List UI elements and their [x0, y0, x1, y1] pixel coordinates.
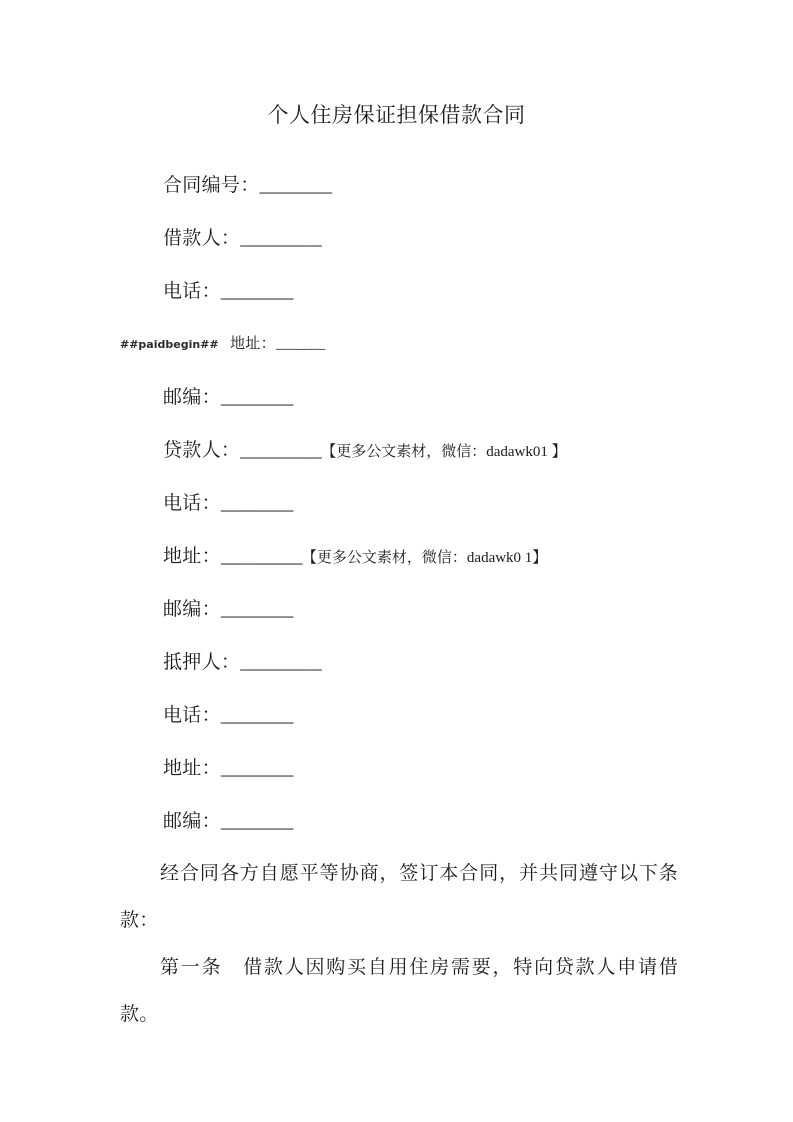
contract-body [120, 850, 678, 1038]
field-blank-borrower-address[interactable]: _______ [275, 336, 325, 352]
field-row-mortgagor-address [0, 742, 793, 795]
field-label-borrower-postcode: 邮编： [163, 387, 221, 408]
paid-begin-marker: ##paidbegin## [120, 338, 219, 351]
field-blank-mortgagor-phone[interactable]: ________ [220, 705, 293, 726]
paragraph-preamble: 经合同各方自愿平等协商，签订本合同，并共同遵守以下条款： [120, 863, 678, 931]
field-label-borrower-name: 借款人： [163, 228, 241, 249]
promo-note-address: 【更多公文素材，微信：dadawk0 1】 [301, 550, 548, 566]
field-row-borrower-name [0, 212, 793, 265]
field-label-borrower-address: 地址： [230, 336, 276, 352]
field-row-borrower-address [0, 318, 793, 371]
field-blank-borrower-phone[interactable]: ________ [220, 281, 293, 302]
field-row-contract-number [0, 159, 793, 212]
field-label-mortgagor-phone: 电话： [163, 705, 221, 726]
field-label-borrower-phone: 电话： [163, 281, 221, 302]
promo-note-lender: 【更多公文素材，微信：dadawk01 】 [321, 444, 567, 460]
field-blank-mortgagor-address[interactable]: ________ [220, 758, 293, 779]
field-blank-borrower-name[interactable]: _________ [240, 228, 322, 249]
field-row-borrower-postcode [0, 371, 793, 424]
field-label-lender-name: 贷款人： [163, 440, 241, 461]
field-blank-contract-number[interactable]: ________ [259, 175, 332, 196]
field-label-lender-postcode: 邮编： [163, 599, 221, 620]
field-row-mortgagor-postcode [0, 795, 793, 848]
field-label-lender-address: 地址： [163, 546, 221, 567]
field-label-contract-number: 合同编号： [163, 175, 260, 196]
field-row-borrower-phone [0, 265, 793, 318]
field-label-mortgagor-address: 地址： [163, 758, 221, 779]
field-blank-lender-name[interactable]: _________ [240, 440, 322, 461]
field-blank-lender-address[interactable]: _________ [220, 546, 302, 567]
field-row-mortgagor-name [0, 636, 793, 689]
field-blank-borrower-postcode[interactable]: ________ [220, 387, 293, 408]
field-row-lender-postcode [0, 583, 793, 636]
page-title: 个人住房保证担保借款合同 [267, 103, 526, 127]
field-row-mortgagor-phone [0, 689, 793, 742]
field-label-mortgagor-postcode: 邮编： [163, 811, 221, 832]
field-label-mortgagor-name: 抵押人： [163, 652, 241, 673]
field-blank-lender-postcode[interactable]: ________ [220, 599, 293, 620]
field-label-lender-phone: 电话： [163, 493, 221, 514]
field-row-lender-address [0, 530, 793, 583]
paragraph-article-one: 第一条 借款人因购买自用住房需要，特向贷款人申请借款。 [120, 957, 678, 1025]
field-blank-lender-phone[interactable]: ________ [220, 493, 293, 514]
field-blank-mortgagor-postcode[interactable]: ________ [220, 811, 293, 832]
field-row-lender-phone [0, 477, 793, 530]
contract-field-list [0, 159, 793, 848]
field-blank-mortgagor-name[interactable]: _________ [240, 652, 322, 673]
field-row-lender-name [0, 424, 793, 477]
